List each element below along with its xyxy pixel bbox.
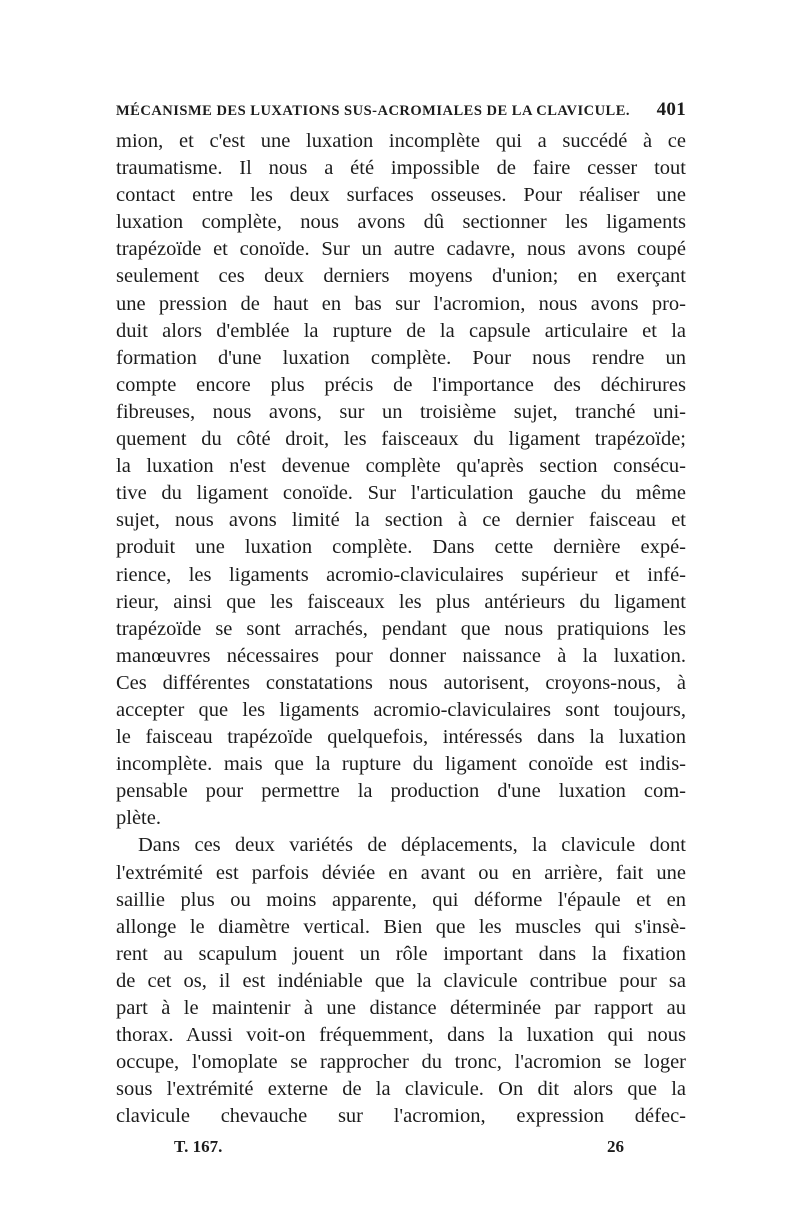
text-line: le faisceau trapézoïde quelquefois, intéressés dans la luxation	[116, 726, 686, 749]
text-line: l'extrémité est parfois déviée en avant ou en arrière, fait une	[116, 861, 686, 884]
text-line: thorax. Aussi voit-on fréquemment, dans la luxation qui nous	[116, 1024, 686, 1047]
signature-mark: 26	[607, 1137, 624, 1157]
running-header-title: MÉCANISME DES LUXATIONS SUS-ACROMIALES DE LA CLAVICULE.	[116, 103, 631, 119]
text-line: occupe, l'omoplate se rapprocher du tronc, l'acromion se loger	[116, 1051, 686, 1074]
text-line: saillie plus ou moins apparente, qui déforme l'épaule et en	[116, 888, 686, 911]
text-line: quement du côté droit, les faisceaux du ligament trapézoïde;	[116, 428, 686, 451]
text-line: la luxation n'est devenue complète qu'après section consécu-	[116, 455, 686, 478]
text-line: pensable pour permettre la production d'une luxation com-	[116, 780, 686, 803]
text-line: Ces différentes constatations nous autorisent, croyons-nous, à	[116, 671, 686, 694]
running-header	[116, 92, 686, 128]
paragraph-end-line: plète.	[116, 807, 161, 830]
text-line: duit alors d'emblée la rupture de la capsule articulaire et la	[116, 319, 686, 342]
text-line: sous l'extrémité externe de la clavicule. On dit alors que la	[116, 1078, 686, 1101]
text-line: manœuvres nécessaires pour donner naissance à la luxation.	[116, 644, 686, 667]
text-line: produit une luxation complète. Dans cette dernière expé-	[116, 536, 686, 559]
text-line: tive du ligament conoïde. Sur l'articulation gauche du même	[116, 482, 686, 505]
text-line: fibreuses, nous avons, sur un troisième sujet, tranché uni-	[116, 400, 686, 423]
text-line: trapézoïde se sont arrachés, pendant que nous pratiquions les	[116, 617, 686, 640]
body-text	[116, 128, 686, 1130]
text-line: une pression de haut en bas sur l'acromion, nous avons pro-	[116, 292, 686, 315]
book-page	[116, 92, 686, 1162]
text-line: compte encore plus précis de l'importance des déchirures	[116, 373, 686, 396]
text-line: rieur, ainsi que les faisceaux les plus antérieurs du ligament	[116, 590, 686, 613]
text-line: accepter que les ligaments acromio-claviculaires sont toujours,	[116, 698, 686, 721]
text-line: mion, et c'est une luxation incomplète qui a succédé à ce	[116, 130, 686, 152]
text-line: trapézoïde et conoïde. Sur un autre cadavre, nous avons coupé	[116, 238, 686, 261]
text-line: de cet os, il est indéniable que la clavicule contribue pour sa	[116, 969, 686, 992]
paragraph-start-line: Dans ces deux variétés de déplacements, la clavicule dont	[138, 834, 686, 857]
volume-mark: T. 167.	[174, 1137, 223, 1157]
text-line: seulement ces deux derniers moyens d'union; en exerçant	[116, 265, 686, 288]
text-line: clavicule chevauche sur l'acromion, expression défec-	[116, 1105, 686, 1128]
text-line: incomplète. mais que la rupture du ligament conoïde est indis-	[116, 753, 686, 776]
text-line: traumatisme. Il nous a été impossible de faire cesser tout	[116, 157, 686, 180]
text-line: contact entre les deux surfaces osseuses. Pour réaliser une	[116, 184, 686, 207]
text-line: allonge le diamètre vertical. Bien que les muscles qui s'insè-	[116, 915, 686, 938]
text-line: formation d'une luxation complète. Pour nous rendre un	[116, 346, 686, 369]
text-line: sujet, nous avons limité la section à ce dernier faisceau et	[116, 509, 686, 532]
text-line: part à le maintenir à une distance déterminée par rapport au	[116, 997, 686, 1019]
text-line: rent au scapulum jouent un rôle important dans la fixation	[116, 942, 686, 965]
page-number: 401	[656, 99, 686, 120]
text-line: rience, les ligaments acromio-claviculaires supérieur et infé-	[116, 563, 686, 586]
page-footer	[116, 1132, 686, 1162]
text-line: luxation complète, nous avons dû sectionner les ligaments	[116, 211, 686, 234]
